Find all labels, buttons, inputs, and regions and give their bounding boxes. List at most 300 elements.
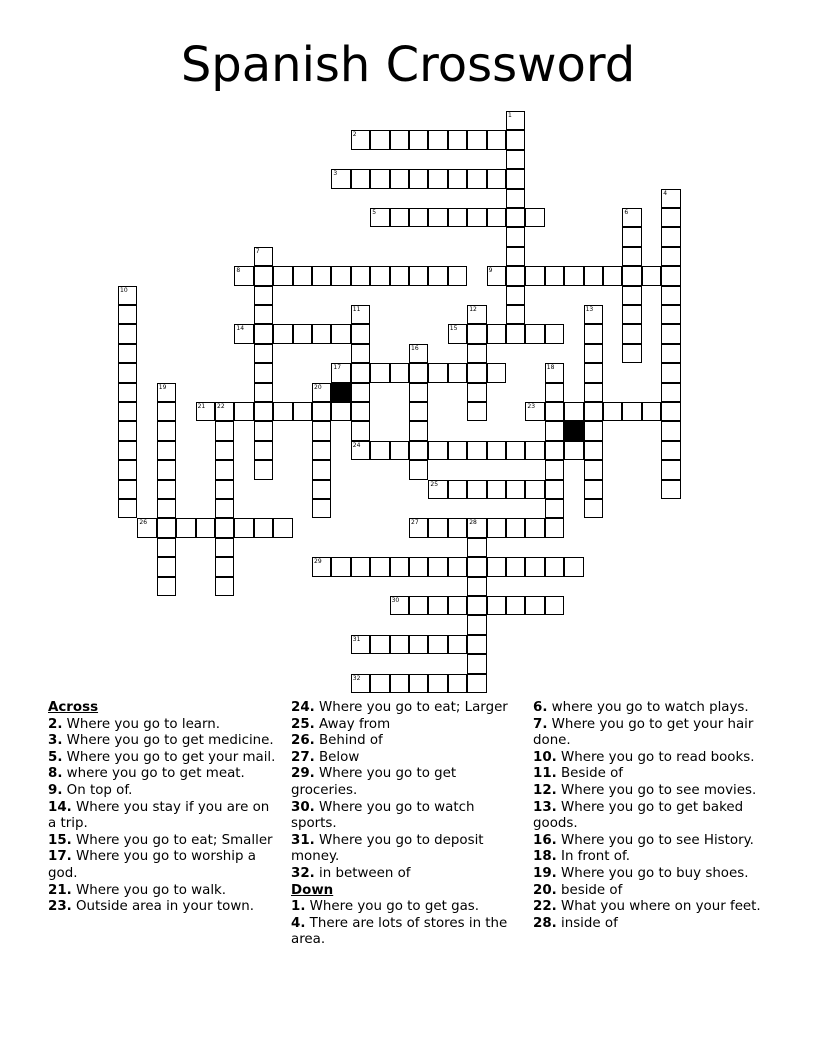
grid-cell[interactable] <box>409 441 428 460</box>
cell-number: 19 <box>158 383 167 391</box>
grid-cell[interactable] <box>448 441 467 460</box>
grid-cell[interactable] <box>622 227 641 246</box>
across-clue <box>48 717 280 734</box>
grid-cell[interactable] <box>584 344 603 363</box>
grid-cell[interactable] <box>661 286 680 305</box>
down-clue <box>533 717 765 750</box>
grid-cell[interactable] <box>525 266 544 285</box>
grid-cell[interactable] <box>273 324 292 343</box>
grid-cell[interactable] <box>254 518 273 537</box>
grid-cell[interactable] <box>545 557 564 576</box>
cell-number: 8 <box>236 267 241 275</box>
grid-cell[interactable] <box>467 557 486 576</box>
grid-cell[interactable] <box>331 324 350 343</box>
grid-cell[interactable] <box>525 557 544 576</box>
grid-cell[interactable] <box>506 169 525 188</box>
grid-cell[interactable] <box>254 247 273 266</box>
grid-cell[interactable] <box>409 130 428 149</box>
grid-cell[interactable] <box>215 557 234 576</box>
grid-cell[interactable] <box>622 208 641 227</box>
grid-cell[interactable] <box>487 441 506 460</box>
grid-cell[interactable] <box>545 499 564 518</box>
grid-cell[interactable] <box>506 324 525 343</box>
cell-number: 18 <box>546 364 555 372</box>
grid-cell[interactable] <box>370 208 389 227</box>
grid-cell[interactable] <box>370 363 389 382</box>
grid-cell[interactable] <box>448 208 467 227</box>
grid-cell[interactable] <box>254 266 273 285</box>
grid-cell[interactable] <box>448 130 467 149</box>
grid-cell[interactable] <box>196 402 215 421</box>
grid-cell[interactable] <box>312 421 331 440</box>
grid-cell[interactable] <box>234 518 253 537</box>
grid-cell[interactable] <box>622 402 641 421</box>
grid-cell[interactable] <box>525 441 544 460</box>
grid-cell[interactable] <box>564 557 583 576</box>
grid-cell[interactable] <box>506 596 525 615</box>
grid-cell[interactable] <box>661 247 680 266</box>
grid-cell[interactable] <box>506 247 525 266</box>
grid-cell[interactable] <box>312 499 331 518</box>
grid-cell[interactable] <box>254 286 273 305</box>
cell-number: 3 <box>333 170 338 178</box>
clue-text: where you go to get meat. <box>62 766 245 782</box>
grid-cell[interactable] <box>390 557 409 576</box>
grid-cell[interactable] <box>506 130 525 149</box>
grid-cell[interactable] <box>448 596 467 615</box>
grid-cell[interactable] <box>157 557 176 576</box>
grid-cell[interactable] <box>409 596 428 615</box>
grid-cell[interactable] <box>118 324 137 343</box>
grid-cell[interactable] <box>584 421 603 440</box>
grid-cell[interactable] <box>661 344 680 363</box>
grid-cell[interactable] <box>661 305 680 324</box>
grid-cell[interactable] <box>312 460 331 479</box>
grid-cell[interactable] <box>254 305 273 324</box>
grid-cell[interactable] <box>467 635 486 654</box>
grid-cell[interactable] <box>448 169 467 188</box>
grid-cell[interactable] <box>506 305 525 324</box>
grid-cell[interactable] <box>390 130 409 149</box>
grid-cell[interactable] <box>467 654 486 673</box>
grid-cell[interactable] <box>215 402 234 421</box>
clue-number: 10. <box>533 749 557 765</box>
grid-cell[interactable] <box>351 324 370 343</box>
grid-cell[interactable] <box>467 363 486 382</box>
grid-cell[interactable] <box>642 402 661 421</box>
grid-cell[interactable] <box>525 208 544 227</box>
grid-cell[interactable] <box>661 363 680 382</box>
grid-cell[interactable] <box>487 363 506 382</box>
grid-cell[interactable] <box>312 441 331 460</box>
grid-cell[interactable] <box>467 615 486 634</box>
grid-cell[interactable] <box>467 344 486 363</box>
grid-cell[interactable] <box>584 460 603 479</box>
grid-cell[interactable] <box>293 266 312 285</box>
grid-cell[interactable] <box>390 208 409 227</box>
grid-cell[interactable] <box>448 557 467 576</box>
grid-cell[interactable] <box>390 169 409 188</box>
grid-cell[interactable] <box>254 383 273 402</box>
grid-cell[interactable] <box>428 169 447 188</box>
grid-cell[interactable] <box>137 518 156 537</box>
grid-cell[interactable] <box>370 635 389 654</box>
grid-cell[interactable] <box>448 363 467 382</box>
grid-cell[interactable] <box>254 441 273 460</box>
grid-cell[interactable] <box>487 518 506 537</box>
grid-cell[interactable] <box>428 208 447 227</box>
clue-number: 15. <box>48 832 72 848</box>
grid-cell[interactable] <box>428 518 447 537</box>
grid-cell[interactable] <box>584 441 603 460</box>
grid-cell[interactable] <box>409 363 428 382</box>
grid-cell[interactable] <box>331 363 350 382</box>
grid-cell[interactable] <box>331 266 350 285</box>
grid-cell[interactable] <box>331 169 350 188</box>
grid-cell[interactable] <box>506 189 525 208</box>
across-clue <box>48 766 280 783</box>
grid-cell[interactable] <box>428 266 447 285</box>
grid-cell[interactable] <box>661 421 680 440</box>
grid-cell[interactable] <box>661 460 680 479</box>
grid-cell[interactable] <box>584 324 603 343</box>
grid-cell[interactable] <box>157 460 176 479</box>
grid-cell[interactable] <box>293 402 312 421</box>
grid-cell[interactable] <box>351 130 370 149</box>
grid-cell[interactable] <box>661 324 680 343</box>
grid-cell[interactable] <box>661 402 680 421</box>
grid-cell[interactable] <box>409 557 428 576</box>
grid-cell[interactable] <box>157 577 176 596</box>
grid-cell[interactable] <box>176 518 195 537</box>
grid-cell[interactable] <box>118 383 137 402</box>
grid-cell[interactable] <box>564 441 583 460</box>
grid-cell[interactable] <box>409 344 428 363</box>
down-clues-part-1 <box>291 899 523 949</box>
grid-cell[interactable] <box>525 324 544 343</box>
grid-cell[interactable] <box>351 169 370 188</box>
grid-cell[interactable] <box>118 499 137 518</box>
grid-cell[interactable] <box>603 402 622 421</box>
grid-cell[interactable] <box>564 402 583 421</box>
clue-number: 2. <box>48 716 63 732</box>
grid-cell[interactable] <box>467 402 486 421</box>
grid-cell[interactable] <box>351 363 370 382</box>
grid-cell[interactable] <box>331 557 350 576</box>
grid-cell[interactable] <box>564 266 583 285</box>
grid-cell[interactable] <box>390 266 409 285</box>
grid-cell[interactable] <box>118 480 137 499</box>
grid-cell[interactable] <box>215 518 234 537</box>
grid-cell[interactable] <box>351 674 370 693</box>
grid-cell[interactable] <box>409 208 428 227</box>
grid-cell[interactable] <box>196 518 215 537</box>
grid-cell[interactable] <box>661 189 680 208</box>
grid-cell[interactable] <box>215 460 234 479</box>
grid-cell[interactable] <box>409 674 428 693</box>
grid-cell[interactable] <box>467 208 486 227</box>
grid-cell[interactable] <box>390 635 409 654</box>
grid-cell[interactable] <box>254 344 273 363</box>
clue-text: Where you go to see movies. <box>556 782 757 798</box>
grid-cell[interactable] <box>293 324 312 343</box>
grid-cell[interactable] <box>661 227 680 246</box>
grid-cell[interactable] <box>467 324 486 343</box>
grid-cell[interactable] <box>584 363 603 382</box>
grid-cell[interactable] <box>428 480 447 499</box>
grid-cell[interactable] <box>351 402 370 421</box>
grid-cell[interactable] <box>312 383 331 402</box>
grid-cell[interactable] <box>118 286 137 305</box>
grid-cell[interactable] <box>545 460 564 479</box>
grid-cell[interactable] <box>215 577 234 596</box>
grid-cell[interactable] <box>118 363 137 382</box>
grid-cell[interactable] <box>467 169 486 188</box>
grid-cell[interactable] <box>545 324 564 343</box>
grid-cell[interactable] <box>254 324 273 343</box>
grid-cell[interactable] <box>409 402 428 421</box>
grid-cell[interactable] <box>506 286 525 305</box>
grid-cell[interactable] <box>351 441 370 460</box>
cell-number: 2 <box>352 131 357 139</box>
grid-cell[interactable] <box>390 596 409 615</box>
cell-number: 22 <box>217 403 225 410</box>
grid-cell[interactable] <box>467 518 486 537</box>
grid-cell[interactable] <box>603 266 622 285</box>
down-clue <box>533 766 765 783</box>
grid-cell[interactable] <box>545 441 564 460</box>
clue-number: 26. <box>291 733 315 749</box>
grid-cell[interactable] <box>584 383 603 402</box>
grid-cell[interactable] <box>584 266 603 285</box>
grid-cell[interactable] <box>506 150 525 169</box>
grid-cell[interactable] <box>351 635 370 654</box>
grid-cell[interactable] <box>118 421 137 440</box>
grid-cell[interactable] <box>506 266 525 285</box>
clue-number: 14. <box>48 799 72 815</box>
grid-cell[interactable] <box>622 344 641 363</box>
clue-number: 23. <box>48 899 72 915</box>
grid-cell[interactable] <box>118 305 137 324</box>
grid-cell[interactable] <box>467 130 486 149</box>
grid-cell[interactable] <box>409 169 428 188</box>
grid-cell[interactable] <box>467 305 486 324</box>
clue-number: 4. <box>291 915 306 931</box>
grid-cell[interactable] <box>312 266 331 285</box>
grid-cell[interactable] <box>622 247 641 266</box>
grid-cell[interactable] <box>545 480 564 499</box>
grid-cell[interactable] <box>390 363 409 382</box>
grid-cell[interactable] <box>448 266 467 285</box>
grid-cell[interactable] <box>409 518 428 537</box>
grid-cell[interactable] <box>487 596 506 615</box>
grid-cell[interactable] <box>487 266 506 285</box>
grid-cell[interactable] <box>312 324 331 343</box>
grid-cell[interactable] <box>622 266 641 285</box>
cell-number: 12 <box>469 306 477 313</box>
grid-cell[interactable] <box>584 499 603 518</box>
grid-cell[interactable] <box>506 441 525 460</box>
grid-cell[interactable] <box>312 480 331 499</box>
grid-cell[interactable] <box>428 557 447 576</box>
grid-cell[interactable] <box>390 674 409 693</box>
grid-cell[interactable] <box>661 441 680 460</box>
grid-cell[interactable] <box>467 596 486 615</box>
clues-column-2 <box>291 700 523 949</box>
grid-cell[interactable] <box>467 441 486 460</box>
clue-text: Where you go to get your mail. <box>62 749 276 765</box>
grid-cell[interactable] <box>370 169 389 188</box>
grid-cell[interactable] <box>370 674 389 693</box>
grid-cell[interactable] <box>428 596 447 615</box>
grid-cell[interactable] <box>506 518 525 537</box>
grid-cell[interactable] <box>487 130 506 149</box>
grid-cell[interactable] <box>118 460 137 479</box>
grid-cell[interactable] <box>215 421 234 440</box>
grid-cell[interactable] <box>622 324 641 343</box>
grid-cell[interactable] <box>157 518 176 537</box>
grid-cell[interactable] <box>467 577 486 596</box>
grid-cell[interactable] <box>157 421 176 440</box>
grid-cell[interactable] <box>254 460 273 479</box>
cell-number: 28 <box>469 519 477 527</box>
grid-cell[interactable] <box>370 266 389 285</box>
grid-cell[interactable] <box>622 286 641 305</box>
across-clue <box>48 733 280 750</box>
grid-cell[interactable] <box>448 518 467 537</box>
grid-cell[interactable] <box>370 441 389 460</box>
grid-cell[interactable] <box>118 402 137 421</box>
grid-cell[interactable] <box>642 266 661 285</box>
grid-cell[interactable] <box>525 402 544 421</box>
grid-cell[interactable] <box>467 480 486 499</box>
grid-cell[interactable] <box>312 402 331 421</box>
clue-text: Where you go to buy shoes. <box>556 865 749 881</box>
grid-cell[interactable] <box>545 518 564 537</box>
grid-cell[interactable] <box>506 111 525 130</box>
cell-number: 1 <box>508 112 512 119</box>
grid-cell[interactable] <box>467 674 486 693</box>
grid-cell[interactable] <box>351 421 370 440</box>
grid-cell[interactable] <box>409 421 428 440</box>
grid-cell[interactable] <box>428 130 447 149</box>
grid-cell[interactable] <box>409 635 428 654</box>
clue-number: 31. <box>291 832 315 848</box>
grid-cell[interactable] <box>661 208 680 227</box>
grid-cell[interactable] <box>448 324 467 343</box>
grid-cell[interactable] <box>157 383 176 402</box>
grid-cell[interactable] <box>467 383 486 402</box>
clue-text: There are lots of stores in the area. <box>291 915 508 948</box>
grid-cell[interactable] <box>215 538 234 557</box>
grid-cell[interactable] <box>370 557 389 576</box>
grid-cell[interactable] <box>215 441 234 460</box>
grid-cell[interactable] <box>157 480 176 499</box>
grid-cell[interactable] <box>273 266 292 285</box>
grid-cell[interactable] <box>525 518 544 537</box>
grid-cell[interactable] <box>428 674 447 693</box>
grid-cell[interactable] <box>661 266 680 285</box>
grid-cell[interactable] <box>428 441 447 460</box>
grid-cell[interactable] <box>525 480 544 499</box>
grid-cell[interactable] <box>584 402 603 421</box>
grid-cell[interactable] <box>215 499 234 518</box>
grid-cell[interactable] <box>370 130 389 149</box>
down-clue <box>291 916 523 949</box>
grid-cell[interactable] <box>448 635 467 654</box>
grid-cell[interactable] <box>584 305 603 324</box>
cell-number: 30 <box>391 597 400 604</box>
grid-cell[interactable] <box>351 305 370 324</box>
grid-cell[interactable] <box>234 266 253 285</box>
grid-cell[interactable] <box>234 324 253 343</box>
grid-cell[interactable] <box>545 266 564 285</box>
grid-cell[interactable] <box>273 518 292 537</box>
grid-cell[interactable] <box>545 402 564 421</box>
grid-cell[interactable] <box>157 402 176 421</box>
grid-cell[interactable] <box>157 499 176 518</box>
grid-cell[interactable] <box>273 402 292 421</box>
grid-cell[interactable] <box>118 441 137 460</box>
grid-cell[interactable] <box>448 480 467 499</box>
grid-cell[interactable] <box>545 421 564 440</box>
grid-cell[interactable] <box>487 208 506 227</box>
grid-cell[interactable] <box>409 383 428 402</box>
grid-cell[interactable] <box>525 596 544 615</box>
grid-cell[interactable] <box>545 383 564 402</box>
grid-cell[interactable] <box>545 596 564 615</box>
across-clue <box>291 800 523 833</box>
grid-cell[interactable] <box>254 421 273 440</box>
grid-cell[interactable] <box>254 363 273 382</box>
grid-cell[interactable] <box>545 363 564 382</box>
grid-cell[interactable] <box>467 538 486 557</box>
grid-cell[interactable] <box>312 557 331 576</box>
grid-cell[interactable] <box>409 460 428 479</box>
grid-cell[interactable] <box>584 480 603 499</box>
grid-cell[interactable] <box>351 383 370 402</box>
grid-cell[interactable] <box>506 208 525 227</box>
grid-cell[interactable] <box>448 674 467 693</box>
grid-cell[interactable] <box>487 480 506 499</box>
grid-cell[interactable] <box>661 480 680 499</box>
grid-cell[interactable] <box>506 480 525 499</box>
grid-cell[interactable] <box>351 266 370 285</box>
grid-cell[interactable] <box>506 557 525 576</box>
grid-cell[interactable] <box>118 344 137 363</box>
grid-cell[interactable] <box>390 441 409 460</box>
grid-cell[interactable] <box>234 402 253 421</box>
grid-cell[interactable] <box>622 305 641 324</box>
grid-cell[interactable] <box>157 538 176 557</box>
grid-cell[interactable] <box>351 557 370 576</box>
grid-cell[interactable] <box>254 402 273 421</box>
grid-cell[interactable] <box>215 480 234 499</box>
grid-cell[interactable] <box>331 402 350 421</box>
grid-cell[interactable] <box>487 557 506 576</box>
grid-cell[interactable] <box>351 344 370 363</box>
down-clue <box>291 899 523 916</box>
grid-cell[interactable] <box>487 169 506 188</box>
grid-cell[interactable] <box>428 363 447 382</box>
grid-cell[interactable] <box>428 635 447 654</box>
grid-cell[interactable] <box>506 227 525 246</box>
grid-cell[interactable] <box>409 266 428 285</box>
grid-cell[interactable] <box>157 441 176 460</box>
grid-cell[interactable] <box>661 383 680 402</box>
clue-text: Where you go to see History. <box>556 832 754 848</box>
grid-cell[interactable] <box>487 324 506 343</box>
